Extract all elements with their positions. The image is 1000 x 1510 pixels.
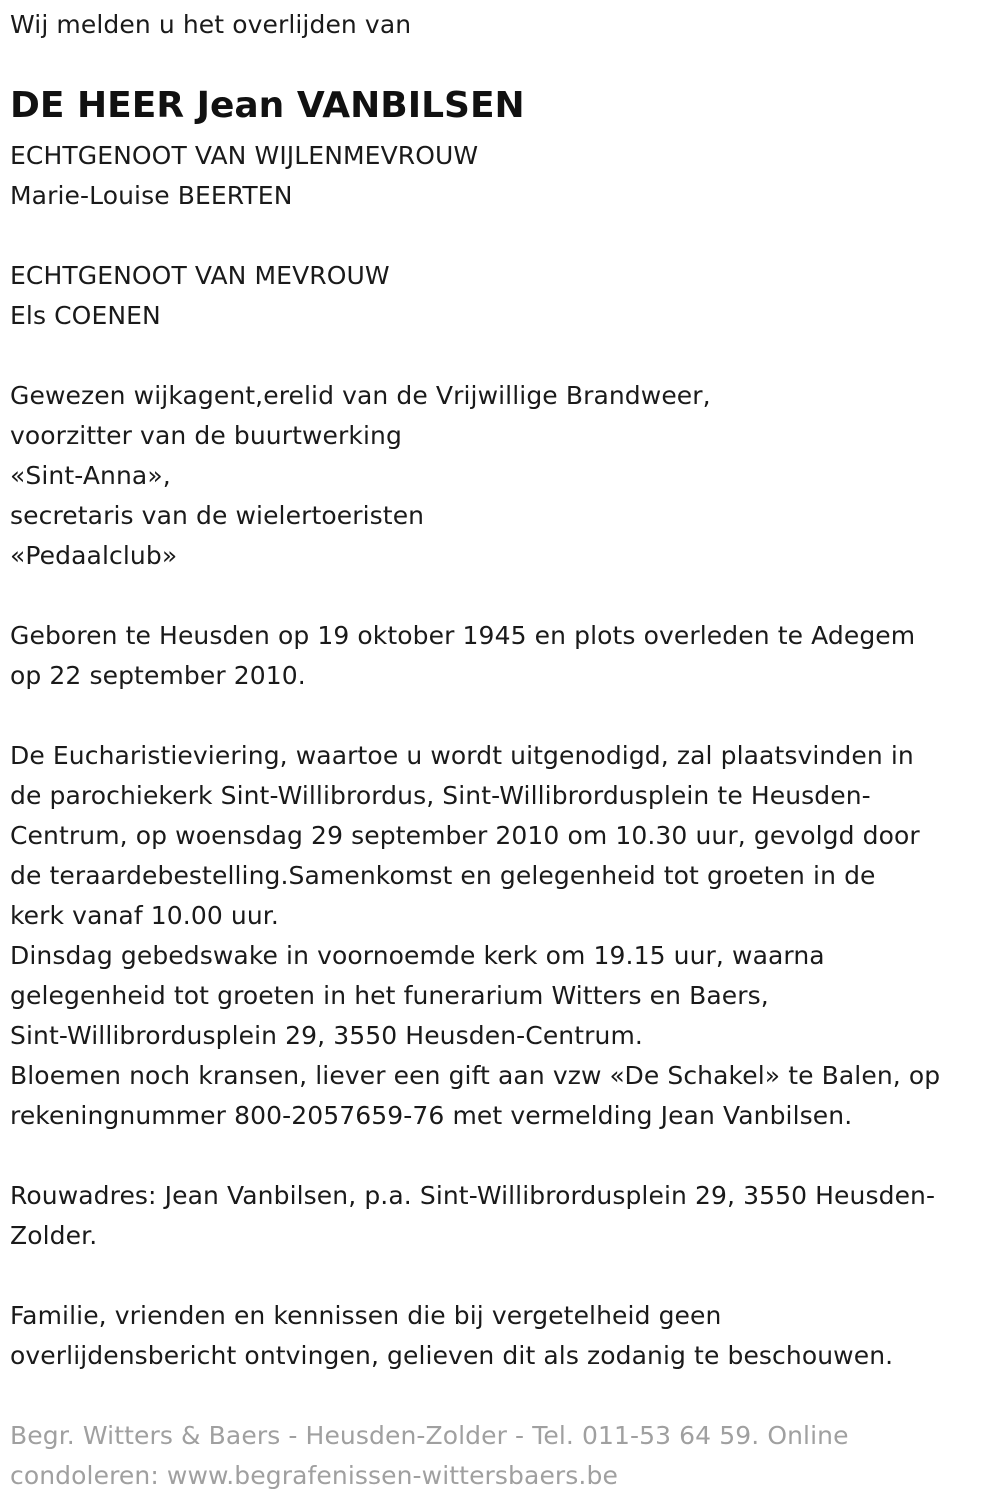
ceremony-line: Dinsdag gebedswake in voornoemde kerk om 19.15 uur, waarna <box>10 941 825 970</box>
ceremony-line: kerk vanaf 10.00 uur. <box>10 901 279 930</box>
roles-block <box>10 376 711 576</box>
role-line: «Sint-Anna», <box>10 461 171 490</box>
spouse-late-name: Marie-Louise BEERTEN <box>10 181 293 210</box>
ceremony-line: De Eucharistieviering, waartoe u wordt uitgenodigd, zal plaatsvinden in <box>10 741 914 770</box>
ceremony-line: gelegenheid tot groeten in het funerarium Witters en Baers, <box>10 981 769 1010</box>
ceremony-line: Bloemen noch kransen, liever een gift aan vzw «De Schakel» te Balen, op <box>10 1061 941 1090</box>
family-note-line: Familie, vrienden en kennissen die bij vergetelheid geen <box>10 1301 722 1330</box>
mourning-address-block <box>10 1176 935 1256</box>
birth-death-line: Geboren te Heusden op 19 oktober 1945 en plots overleden te Adegem <box>10 621 916 650</box>
role-line: Gewezen wijkagent,erelid van de Vrijwillige Brandweer, <box>10 381 711 410</box>
funeral-home-footer <box>10 1416 849 1496</box>
spouse-late-label: ECHTGENOOT VAN WIJLENMEVROUW <box>10 141 479 170</box>
ceremony-line: de parochiekerk Sint-Willibrordus, Sint-Willibrordusplein te Heusden- <box>10 781 871 810</box>
role-line: voorzitter van de buurtwerking <box>10 421 402 450</box>
mourning-address-line: Zolder. <box>10 1221 98 1250</box>
role-line: secretaris van de wielertoeristen <box>10 501 425 530</box>
family-note-block <box>10 1296 893 1376</box>
intro-text: Wij melden u het overlijden van <box>10 10 412 39</box>
birth-death-block <box>10 616 915 696</box>
ceremony-line: rekeningnummer 800-2057659-76 met vermelding Jean Vanbilsen. <box>10 1101 853 1130</box>
mourning-address-line: Rouwadres: Jean Vanbilsen, p.a. Sint-Willibrordusplein 29, 3550 Heusden- <box>10 1181 936 1210</box>
spouse-current-block <box>10 256 390 336</box>
spouse-current-name: Els COENEN <box>10 301 161 330</box>
ceremony-line: Sint-Willibrordusplein 29, 3550 Heusden-Centrum. <box>10 1021 643 1050</box>
footer-line: Begr. Witters & Baers - Heusden-Zolder - Tel. 011-53 64 59. Online <box>10 1421 849 1450</box>
spouse-current-label: ECHTGENOOT VAN MEVROUW <box>10 261 390 290</box>
ceremony-line: de teraardebestelling.Samenkomst en gelegenheid tot groeten in de <box>10 861 876 890</box>
ceremony-line: Centrum, op woensdag 29 september 2010 om 10.30 uur, gevolgd door <box>10 821 920 850</box>
family-note-line: overlijdensbericht ontvingen, gelieven dit als zodanig te beschouwen. <box>10 1341 894 1370</box>
footer-line: condoleren: www.begrafenissen-wittersbaers.be <box>10 1461 618 1490</box>
ceremony-block <box>10 736 940 1136</box>
spouse-late-block <box>10 136 478 216</box>
role-line: «Pedaalclub» <box>10 541 178 570</box>
deceased-name: DE HEER Jean VANBILSEN <box>10 85 525 126</box>
birth-death-line: op 22 september 2010. <box>10 661 306 690</box>
